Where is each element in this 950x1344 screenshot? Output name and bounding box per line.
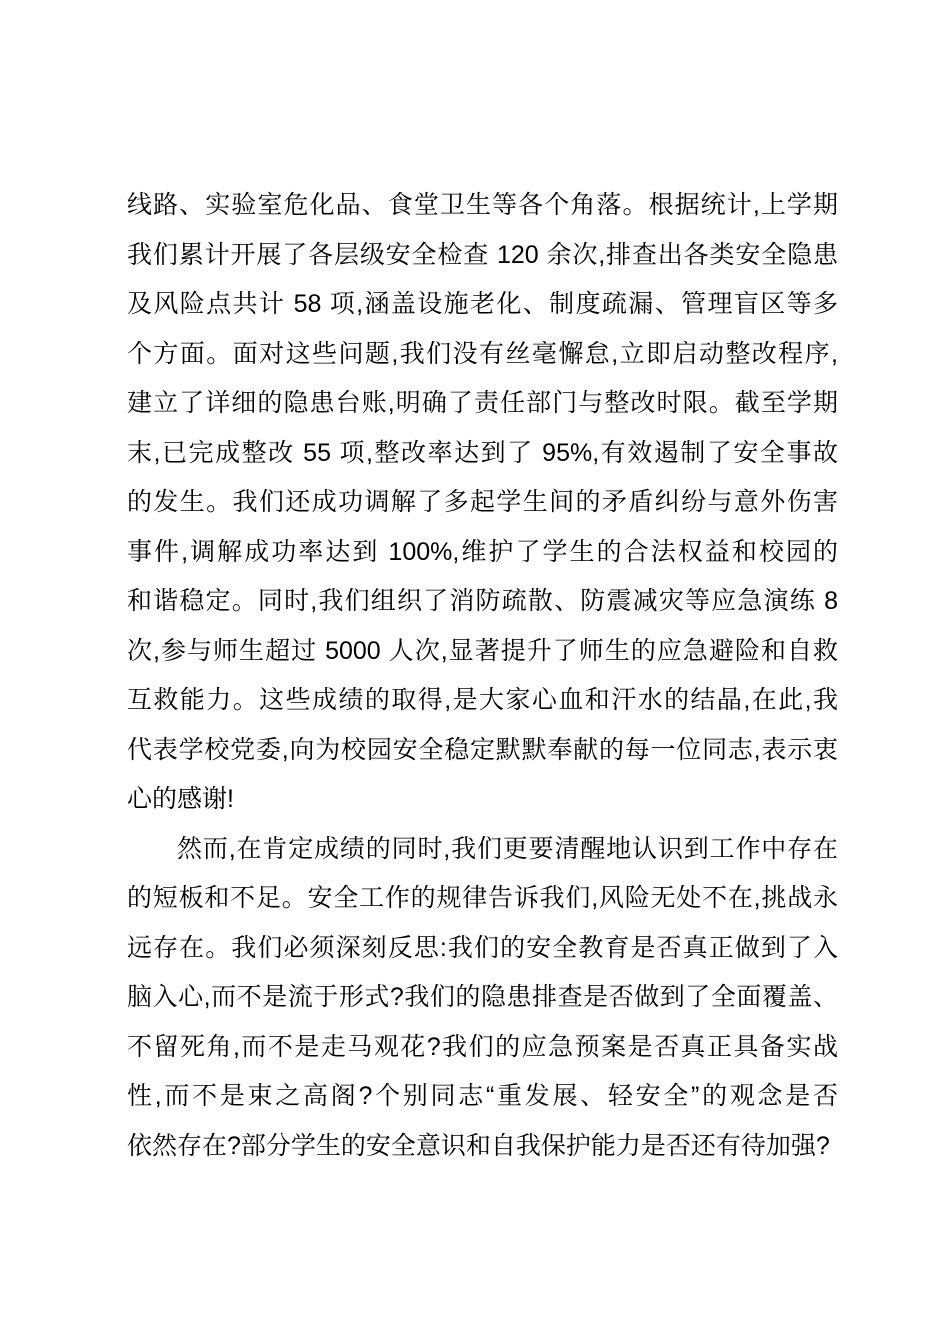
text-line: 的短板和不足。安全工作的规律告诉我们,风险无处不在,挑战永 (127, 884, 838, 912)
text-line: 我们累计开展了各层级安全检查 120 余次,排查出各类安全隐患 (127, 240, 838, 269)
text-line: 事件,调解成功率达到 100%,维护了学生的合法权益和校园的 (127, 537, 838, 566)
text-line: 依然存在?部分学生的安全意识和自我保护能力是否还有待加强? (127, 1131, 830, 1160)
text-line: 心的感谢! (127, 785, 234, 813)
text-line: 建立了详细的隐患台账,明确了责任部门与整改时限。截至学期 (127, 389, 838, 417)
text-body (127, 181, 838, 1171)
text-line: 末,已完成整改 55 项,整改率达到了 95%,有效遏制了安全事故 (127, 438, 838, 467)
text-line: 代表学校党委,向为校园安全稳定默默奉献的每一位同志,表示衷 (127, 735, 838, 764)
text-line: 及风险点共计 58 项,涵盖设施老化、制度疏漏、管理盲区等多 (127, 290, 838, 318)
text-line: 性,而不是束之高阁?个别同志“重发展、轻安全”的观念是否 (127, 1082, 838, 1110)
paragraph (127, 181, 838, 825)
text-line: 个方面。面对这些问题,我们没有丝毫懈怠,立即启动整改程序, (127, 339, 838, 368)
text-line: 脑入心,而不是流于形式?我们的隐患排查是否做到了全面覆盖、 (127, 983, 838, 1011)
text-line: 互救能力。这些成绩的取得,是大家心血和汗水的结晶,在此,我 (127, 686, 838, 714)
text-line: 的发生。我们还成功调解了多起学生间的矛盾纠纷与意外伤害 (127, 488, 838, 516)
text-line: 然而,在肯定成绩的同时,我们更要清醒地认识到工作中存在 (177, 834, 838, 863)
paragraph (127, 825, 838, 1172)
text-line: 线路、实验室危化品、食堂卫生等各个角落。根据统计,上学期 (127, 191, 838, 219)
text-line: 不留死角,而不是走马观花?我们的应急预案是否真正具备实战 (127, 1032, 838, 1061)
text-line: 次,参与师生超过 5000 人次,显著提升了师生的应急避险和自救 (127, 636, 838, 665)
text-line: 和谐稳定。同时,我们组织了消防疏散、防震减灾等应急演练 8 (127, 587, 838, 615)
text-line: 远存在。我们必须深刻反思:我们的安全教育是否真正做到了入 (127, 933, 838, 962)
